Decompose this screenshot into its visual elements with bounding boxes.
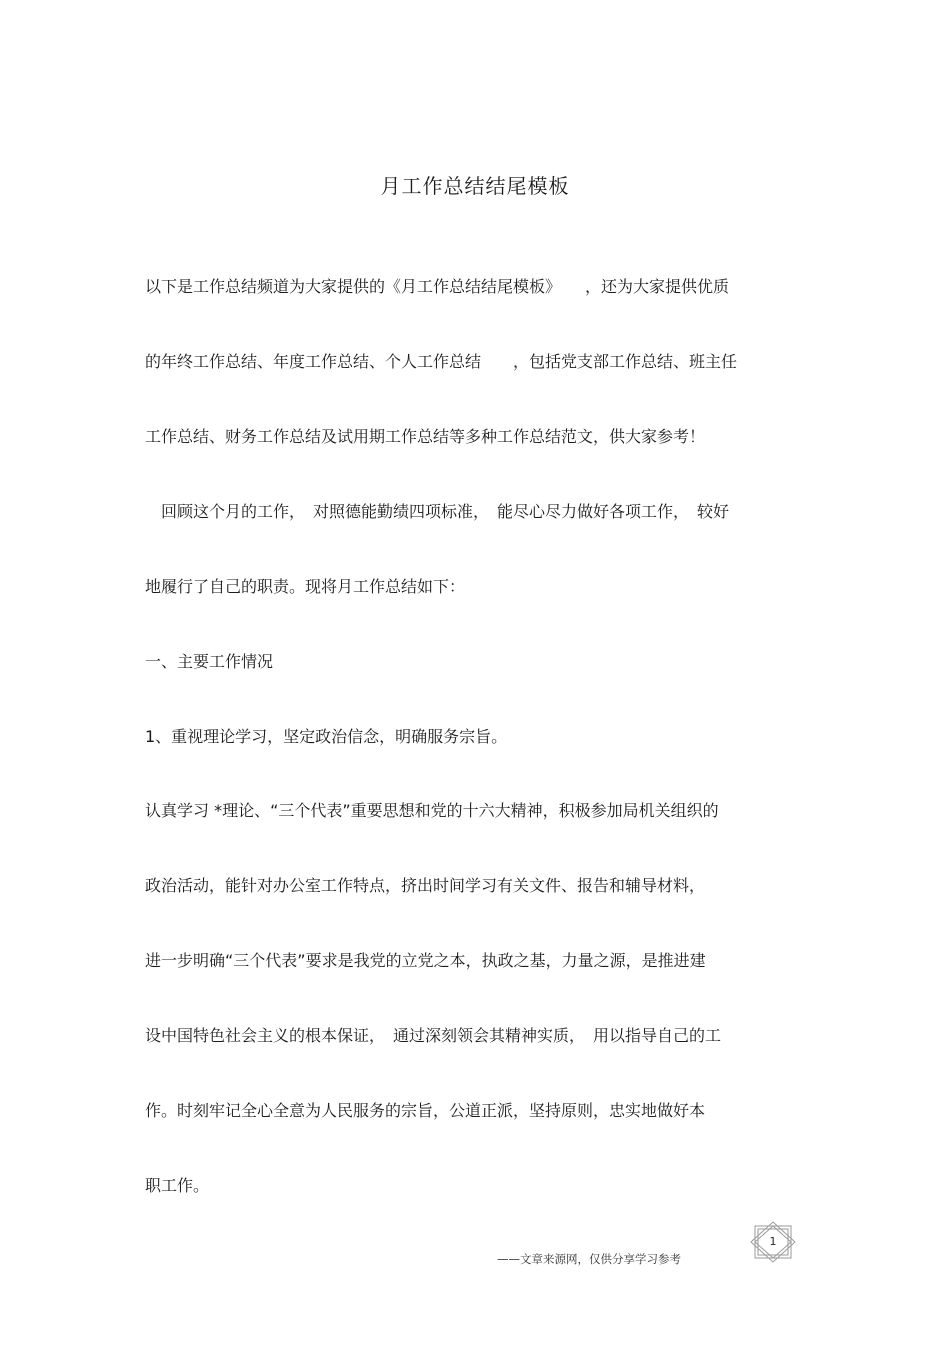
paragraph-line-12: 作。时刻牢记全心全意为人民服务的宗旨，公道正派，坚持原则，忠实地做好本: [145, 1101, 706, 1120]
subsection-heading: 1、重视理论学习，坚定政治信念，明确服务宗旨。: [145, 727, 508, 746]
document-title: 月工作总结结尾模板: [380, 174, 570, 198]
paragraph-line-9: 政治活动，能针对办公室工作特点，挤出时间学习有关文件、报告和辅导材料，: [145, 876, 706, 895]
paragraph-line-3: 工作总结、财务工作总结及试用期工作总结等多种工作总结范文，供大家参考！: [145, 427, 706, 446]
paragraph-line-4: 回顾这个月的工作， 对照德能勤绩四项标准， 能尽心尽力做好各项工作， 较好: [145, 502, 730, 521]
paragraph-line-11: 设中国特色社会主义的根本保证， 通过深刻领会其精神实质， 用以指导自己的工: [145, 1026, 722, 1045]
paragraph-line-5: 地履行了自己的职责。现将月工作总结如下：: [145, 577, 466, 596]
paragraph-line-1: 以下是工作总结频道为大家提供的《月工作总结结尾模板》 ，还为大家提供优质: [145, 277, 730, 296]
section-heading: 一、主要工作情况: [145, 652, 274, 671]
paragraph-line-13: 职工作。: [145, 1176, 210, 1195]
paragraph-line-10: 进一步明确“三个代表”要求是我党的立党之本，执政之基，力量之源，是推进建: [145, 951, 706, 970]
footer-source-note: ——文章来源网，仅供分享学习参考: [497, 1252, 681, 1266]
paragraph-line-8: 认真学习 *理论、“三个代表”重要思想和党的十六大精神，积极参加局机关组织的: [145, 801, 719, 820]
paragraph-line-2: 的年终工作总结、年度工作总结、个人工作总结 ，包括党支部工作总结、班主任: [145, 352, 738, 371]
page-number: 1: [769, 1235, 777, 1248]
